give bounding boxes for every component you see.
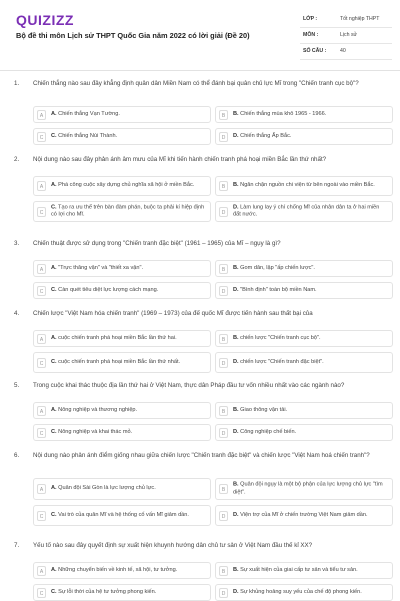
option-text xyxy=(233,204,388,219)
question-number: 7. xyxy=(14,542,20,549)
answer-option-c[interactable] xyxy=(33,424,211,441)
option-text xyxy=(51,287,206,295)
option-content: Viện trợ của Mĩ ở chiến trường Việt Nam giảm dần. xyxy=(240,511,368,518)
option-content: chiến lược "Chiến tranh đặc biệt". xyxy=(240,358,324,365)
option-letter-badge: A xyxy=(37,334,46,344)
option-text xyxy=(51,567,206,575)
option-letter-badge: D xyxy=(219,358,228,368)
question-text: Chiến thuật được sử dụng trong "Chiến tranh đặc biệt" (1961 – 1965) của Mĩ – ngụy là gì? xyxy=(33,240,281,247)
option-content: Phá công cuộc xây dựng chủ nghĩa xã hội ở miền Bắc. xyxy=(58,182,195,189)
answer-option-c[interactable] xyxy=(33,201,211,222)
question-number: 2. xyxy=(14,156,20,163)
option-content: Sự lỗi thời của hệ tư tưởng phong kiến. xyxy=(58,588,157,595)
meta-table xyxy=(300,12,392,60)
option-text xyxy=(51,485,206,493)
option-content: Sự xuất hiện của giai cấp tư sản và tiểu tư sản. xyxy=(240,566,358,573)
answer-option-d[interactable] xyxy=(215,584,393,601)
answer-option-d[interactable] xyxy=(215,282,393,299)
option-letter-badge: A xyxy=(37,566,46,576)
option-content: cuộc chiến tranh phá hoại miền Bắc lần thứ hai. xyxy=(58,334,177,341)
question-number: 4. xyxy=(14,310,20,317)
option-key: C. xyxy=(51,132,57,139)
quizizz-logo: QUIZIZZ xyxy=(16,12,74,28)
option-content: Quân đội Sài Gòn là lực lượng chủ lực. xyxy=(58,485,156,492)
meta-row-subject xyxy=(300,28,392,44)
option-letter-badge: A xyxy=(37,110,46,120)
meta-value: Lịch sử xyxy=(340,32,358,38)
answer-option-a[interactable] xyxy=(33,478,211,500)
option-text xyxy=(51,265,206,273)
option-letter-badge: C xyxy=(37,207,46,217)
answer-option-a[interactable] xyxy=(33,176,211,196)
option-letter-badge: B xyxy=(219,484,228,494)
option-content: Chiến thắng Núi Thành. xyxy=(58,132,118,139)
answer-option-c[interactable] xyxy=(33,505,211,526)
option-key: C. xyxy=(51,358,57,365)
option-text xyxy=(233,589,388,597)
option-key: A. xyxy=(51,485,57,492)
option-text xyxy=(233,481,388,496)
option-content: chiến lược "Chiến tranh cục bộ". xyxy=(240,334,321,341)
option-text xyxy=(233,111,388,119)
answer-option-a[interactable] xyxy=(33,402,211,419)
answer-option-a[interactable] xyxy=(33,562,211,579)
answer-option-b[interactable] xyxy=(215,176,393,196)
answer-option-c[interactable] xyxy=(33,584,211,601)
option-letter-badge: D xyxy=(219,132,228,142)
option-content: Sự khủng hoảng suy yếu của chế độ phong kiến. xyxy=(240,588,362,595)
option-letter-badge: B xyxy=(219,334,228,344)
option-content: Làm lung lay ý chí chống Mĩ của nhân dân ta ở hai miền đất nước. xyxy=(233,203,380,218)
answer-option-b[interactable] xyxy=(215,478,393,500)
option-key: C. xyxy=(51,428,57,435)
answer-option-a[interactable] xyxy=(33,260,211,277)
option-letter-badge: C xyxy=(37,588,46,598)
option-letter-badge: D xyxy=(219,511,228,521)
option-key: C. xyxy=(51,511,57,518)
document-title: Bộ đề thi môn Lịch sử THPT Quốc Gia năm 2022 có lời giải (Đề 20) xyxy=(16,31,250,40)
option-letter-badge: B xyxy=(219,406,228,416)
option-key: C. xyxy=(51,286,57,293)
option-key: D. xyxy=(233,428,239,435)
answer-option-d[interactable] xyxy=(215,505,393,526)
meta-row-class xyxy=(300,12,392,28)
option-key: B. xyxy=(233,264,239,271)
answer-option-b[interactable] xyxy=(215,260,393,277)
option-key: D. xyxy=(233,286,239,293)
question-number: 1. xyxy=(14,80,20,87)
answer-option-b[interactable] xyxy=(215,106,393,123)
answer-option-b[interactable] xyxy=(215,330,393,347)
option-letter-badge: D xyxy=(219,207,228,217)
option-content: Tạo ra ưu thế trên bàn đàm phán, buộc ta phải kí hiệp định có lợi cho Mĩ. xyxy=(51,203,205,218)
option-letter-badge: C xyxy=(37,428,46,438)
option-letter-badge: B xyxy=(219,566,228,576)
answer-option-c[interactable] xyxy=(33,128,211,145)
option-text xyxy=(233,182,388,190)
meta-label: SỐ CÂU : xyxy=(303,48,327,54)
answer-option-d[interactable] xyxy=(215,352,393,373)
option-key: D. xyxy=(233,203,239,210)
option-letter-badge: C xyxy=(37,132,46,142)
option-letter-badge: B xyxy=(219,181,228,191)
option-text xyxy=(51,429,206,437)
option-text xyxy=(51,111,206,119)
option-text xyxy=(233,407,388,415)
option-content: Công nghiệp chế biến. xyxy=(240,428,297,435)
question-text: Nội dung nào sau đây phản ánh âm mưu của Mĩ khi tiến hành chiến tranh phá hoại miền Bắc lần thứ nhất? xyxy=(33,156,327,163)
option-key: A. xyxy=(51,182,57,189)
meta-value: 40 xyxy=(340,48,346,54)
option-key: D. xyxy=(233,132,239,139)
option-content: Giao thông vận tải. xyxy=(240,406,288,413)
option-letter-badge: A xyxy=(37,406,46,416)
option-key: B. xyxy=(233,566,239,573)
meta-label: LỚP : xyxy=(303,16,318,22)
answer-option-b[interactable] xyxy=(215,402,393,419)
option-content: Nông nghiệp và khai thác mỏ. xyxy=(58,428,133,435)
option-text xyxy=(233,567,388,575)
meta-label: MÔN : xyxy=(303,32,319,38)
answer-option-c[interactable] xyxy=(33,352,211,373)
option-text xyxy=(233,133,388,141)
option-key: B. xyxy=(233,110,239,117)
option-letter-badge: C xyxy=(37,286,46,296)
meta-row-count xyxy=(300,44,392,60)
option-letter-badge: A xyxy=(37,484,46,494)
option-letter-badge: A xyxy=(37,181,46,191)
question-text: Chiến lược "Việt Nam hóa chiến tranh" (1969 – 1973) của đế quốc Mĩ được tiến hành sau thất bại của xyxy=(33,310,313,317)
answer-option-d[interactable] xyxy=(215,201,393,222)
option-key: B. xyxy=(233,182,239,189)
option-content: cuộc chiến tranh phá hoại miền Bắc lần thứ nhất. xyxy=(58,358,181,365)
answer-option-a[interactable] xyxy=(33,106,211,123)
option-text xyxy=(233,287,388,295)
option-content: Quân đội ngụy là một bộ phận của lực lượng chủ lực "tìm diệt". xyxy=(233,481,383,495)
option-key: B. xyxy=(233,334,239,341)
option-text xyxy=(51,512,206,520)
option-letter-badge: C xyxy=(37,358,46,368)
option-text xyxy=(51,182,206,190)
option-text xyxy=(51,407,206,415)
option-letter-badge: B xyxy=(219,110,228,120)
option-text xyxy=(233,429,388,437)
answer-option-d[interactable] xyxy=(215,424,393,441)
answer-option-a[interactable] xyxy=(33,330,211,347)
question-text: Trong cuộc khai thác thuộc địa lần thứ hai ở Việt Nam, thực dân Pháp đầu tư vốn nhiều nhất vào các ngành nào? xyxy=(33,382,345,389)
answer-option-c[interactable] xyxy=(33,282,211,299)
option-letter-badge: B xyxy=(219,264,228,274)
option-letter-badge: D xyxy=(219,286,228,296)
meta-value: Tốt nghiệp THPT xyxy=(340,16,380,22)
option-key: B. xyxy=(233,406,239,413)
worksheet-header xyxy=(0,0,400,71)
option-letter-badge: A xyxy=(37,264,46,274)
option-content: "Trực thăng vận" và "thiết xa vận". xyxy=(58,264,144,271)
option-key: D. xyxy=(233,511,239,518)
option-letter-badge: C xyxy=(37,511,46,521)
option-key: A. xyxy=(51,566,57,573)
option-content: Gom dân, lập "ấp chiến lược". xyxy=(240,264,315,271)
option-letter-badge: D xyxy=(219,588,228,598)
question-number: 5. xyxy=(14,382,20,389)
question-number: 3. xyxy=(14,240,20,247)
question-number: 6. xyxy=(14,452,20,459)
option-text xyxy=(233,359,388,367)
option-content: Nông nghiệp và thương nghiệp. xyxy=(58,406,138,413)
question-text: Yếu tố nào sau đây quyết định sự xuất hiện khuynh hướng dân chủ tư sản ở Việt Nam đầu thế kỉ XX? xyxy=(33,542,313,549)
option-content: Chiến thắng Ấp Bắc. xyxy=(240,132,292,139)
option-text xyxy=(51,133,206,141)
option-text xyxy=(233,265,388,273)
option-text xyxy=(233,335,388,343)
option-content: Vai trò của quân Mĩ và hệ thống cố vấn Mĩ giảm dần. xyxy=(58,511,189,518)
option-content: "Bình định" toàn bộ miền Nam. xyxy=(240,286,317,293)
option-content: Chiến thắng Vạn Tường. xyxy=(58,110,120,117)
option-key: A. xyxy=(51,334,57,341)
option-key: B. xyxy=(233,481,239,488)
option-key: A. xyxy=(51,406,57,413)
option-letter-badge: D xyxy=(219,428,228,438)
question-text: Nội dung nào phản ánh điểm giống nhau giữa chiến lược "Chiến tranh đặc biệt" và chiến lược "Việt Nam hoá chiến tranh"? xyxy=(33,452,370,459)
option-content: Càn quét tiêu diệt lực lượng cách mạng. xyxy=(58,286,159,293)
option-content: Những chuyển biến về kinh tế, xã hội, tư tưởng. xyxy=(58,566,178,573)
answer-option-d[interactable] xyxy=(215,128,393,145)
option-key: C. xyxy=(51,203,57,210)
question-text: Chiến thắng nào sau đây khẳng định quân dân Miền Nam có thể đánh bại quân chủ lực Mĩ trong "Chiến tranh cục bộ"? xyxy=(33,80,359,87)
option-text xyxy=(51,335,206,343)
option-key: A. xyxy=(51,110,57,117)
option-content: Ngăn chặn nguồn chi viện từ bên ngoài vào miền Bắc. xyxy=(240,182,375,189)
option-key: D. xyxy=(233,358,239,365)
option-content: Chiến thắng mùa khô 1965 - 1966. xyxy=(240,110,327,117)
option-key: D. xyxy=(233,588,239,595)
option-key: C. xyxy=(51,588,57,595)
option-text xyxy=(51,359,206,367)
answer-option-b[interactable] xyxy=(215,562,393,579)
option-key: A. xyxy=(51,264,57,271)
option-text xyxy=(51,589,206,597)
option-text xyxy=(233,512,388,520)
option-text xyxy=(51,204,206,219)
